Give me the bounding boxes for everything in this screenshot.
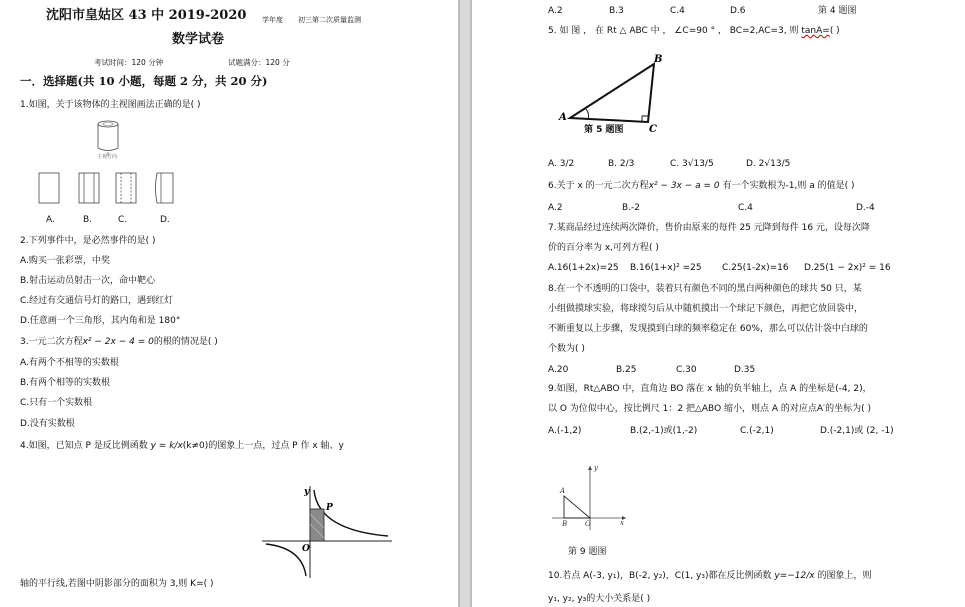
q1-option-b-label: B. bbox=[83, 215, 93, 225]
q1-option-c-figure bbox=[115, 172, 137, 204]
q1-stem: 1.如图，关于该物体的主视图画法正确的是( ) bbox=[20, 100, 201, 110]
q8-option-a: A.20 bbox=[548, 365, 569, 375]
header-year: 学年度 bbox=[262, 16, 283, 24]
q4-stem-post: 的图象上一点，过点 P 作 x 轴、y bbox=[208, 441, 344, 451]
q4-stem-pre: 4.如图，已知点 P 是反比例函数 bbox=[20, 441, 148, 451]
q9-line2: 以 O 为位似中心，按比例尺 1：2 把△ABO 缩小，则点 A 的对应点A′的坐标为( ) bbox=[548, 404, 871, 414]
q4-option-a: A.2 bbox=[548, 6, 563, 16]
q8-option-d: D.35 bbox=[734, 365, 756, 375]
q9-line1: 9.如图，Rt△ABO 中，直角边 BO 落在 x 轴的负半轴上，点 A 的坐标是(-4, 2)， bbox=[548, 384, 872, 394]
q3-stem-post: 的根的情况是( ) bbox=[153, 337, 218, 347]
section-title: 一．选择题(共 10 小题，每题 2 分，共 20 分) bbox=[20, 74, 268, 88]
exam-time: 考试时间：120 分钟 bbox=[94, 58, 164, 67]
q2-stem: 2.下列事件中，是必然事件的是( ) bbox=[20, 236, 156, 246]
q3-option-b: B.有两个相等的实数根 bbox=[20, 378, 111, 388]
right-page bbox=[472, 0, 965, 607]
q6-stem-pre: 6.关于 x 的一元二次方程 bbox=[548, 181, 649, 191]
q8-option-b: B.25 bbox=[616, 365, 637, 375]
q6-equation: x² − 3x − a = 0 bbox=[648, 181, 720, 191]
q10-stem bbox=[548, 570, 871, 582]
q5-option-b: B. 2/3 bbox=[608, 159, 635, 169]
q8-line2: 小组做摸球实验，将球搅匀后从中随机摸出一个球记下颜色，再把它放回袋中， bbox=[548, 304, 864, 314]
q7-option-b: B.16(1+x)² =25 bbox=[630, 263, 702, 273]
q2-option-d: D.任意画一个三角形，其内角和是 180° bbox=[20, 316, 181, 326]
q9-origin-label: O bbox=[585, 520, 591, 528]
q6-option-c: C.4 bbox=[738, 203, 753, 213]
q5-stem-pre: 5. 如 图 ， 在 Rt △ ABC 中 ， ∠C=90 ° ， BC=2,AC=3, 则 bbox=[548, 26, 799, 36]
q9-axis-x-label: x bbox=[620, 519, 624, 527]
q9-graph-figure bbox=[552, 462, 632, 532]
q5-stem-post: ( ) bbox=[829, 26, 840, 36]
left-page bbox=[0, 0, 458, 607]
q1-front-label: 主视方向 bbox=[97, 154, 118, 160]
q4-stem-continued: 轴的平行线,若图中阴影部分的面积为 3,则 K=( ) bbox=[20, 579, 214, 589]
q4-stem bbox=[20, 440, 344, 452]
subject-title: 数学试卷 bbox=[172, 32, 225, 47]
q5-option-a: A. 3/2 bbox=[548, 159, 575, 169]
q10-function: y=−12/x bbox=[774, 571, 815, 581]
q3-option-c: C.只有一个实数根 bbox=[20, 398, 93, 408]
q5-caption: 第 5 题图 bbox=[584, 125, 624, 135]
q7-option-c: C.25(1-2x)=16 bbox=[722, 263, 789, 273]
q8-option-c: C.30 bbox=[676, 365, 697, 375]
q3-option-a: A.有两个不相等的实数根 bbox=[20, 358, 119, 368]
q4-point-p-label: P bbox=[326, 503, 333, 513]
q1-option-d-figure bbox=[153, 172, 175, 204]
q3-stem-pre: 3.一元二次方程 bbox=[20, 337, 83, 347]
q10-stem-pre: 10.若点 A(-3, y₁)，B(-2, y₂)，C(1, y₃)都在反比例函数 bbox=[548, 571, 772, 581]
q5-option-d: D. 2√13/5 bbox=[746, 159, 791, 169]
header-title: 沈阳市皇姑区 43 中 2019-2020 bbox=[46, 8, 247, 23]
q5-tan: tanA= bbox=[801, 26, 830, 36]
q6-stem bbox=[548, 180, 855, 192]
q3-stem bbox=[20, 336, 218, 348]
q7-line1: 7.某商品经过连续两次降价，售价由原来的每件 25 元降到每件 16 元，设每次降 bbox=[548, 223, 870, 233]
q5-vertex-b: B bbox=[654, 54, 663, 65]
q5-vertex-c: C bbox=[649, 124, 657, 135]
q4-axis-y-label: y bbox=[304, 487, 310, 497]
q4-caption: 第 4 题图 bbox=[818, 6, 857, 16]
q2-option-c: C.经过有交通信号灯的路口，遇到红灯 bbox=[20, 296, 174, 306]
q4-function: y = k/x bbox=[150, 441, 183, 451]
q6-option-b: B.-2 bbox=[622, 203, 641, 213]
q9-point-a-label: A bbox=[560, 487, 566, 495]
header-exam: 初三第二次质量监测 bbox=[298, 16, 361, 24]
q5-vertex-a: A bbox=[559, 112, 567, 123]
q9-caption: 第 9 题图 bbox=[568, 547, 607, 557]
q8-line4: 个数为( ) bbox=[548, 344, 585, 354]
q4-option-d: D.6 bbox=[730, 6, 746, 16]
q3-equation: x² − 2x − 4 = 0 bbox=[82, 337, 154, 347]
page-gutter bbox=[458, 0, 472, 607]
q1-option-a-label: A. bbox=[46, 215, 55, 225]
q7-line2: 价的百分率为 x,可列方程( ) bbox=[548, 243, 659, 253]
q5-option-c: C. 3√13/5 bbox=[670, 159, 714, 169]
q2-option-a: A.购买一张彩票，中奖 bbox=[20, 256, 110, 266]
q8-line3: 不断重复以上步骤，发现摸到白球的频率稳定在 60%，那么可以估计袋中白球的 bbox=[548, 324, 868, 334]
q4-option-c: C.4 bbox=[670, 6, 685, 16]
q9-option-c: C.(-2,1) bbox=[740, 426, 774, 436]
q4-condition: (k≠0) bbox=[182, 441, 209, 451]
q1-option-a-figure bbox=[38, 172, 60, 204]
q8-line1: 8.在一个不透明的口袋中，装着只有颜色不同的黑白两种颜色的球共 50 只，某 bbox=[548, 284, 862, 294]
q6-option-a: A.2 bbox=[548, 203, 563, 213]
q3-option-d: D.没有实数根 bbox=[20, 419, 75, 429]
q4-graph-figure bbox=[262, 484, 392, 578]
q1-option-c-label: C. bbox=[118, 215, 128, 225]
q1-option-d-label: D. bbox=[160, 215, 170, 225]
q7-option-a: A.16(1+2x)=25 bbox=[548, 263, 619, 273]
q9-option-b: B.(2,-1)或(1,-2) bbox=[630, 426, 698, 436]
q1-option-b-figure bbox=[78, 172, 100, 204]
q9-option-d: D.(-2,1)或 (2, -1) bbox=[820, 426, 894, 436]
q6-option-d: D.-4 bbox=[856, 203, 875, 213]
q9-option-a: A.(-1,2) bbox=[548, 426, 582, 436]
q4-origin-label: O bbox=[302, 544, 310, 554]
q5-stem bbox=[548, 25, 840, 37]
q6-stem-post: 有一个实数根为-1,则 a 的值是( ) bbox=[722, 181, 855, 191]
full-score: 试题满分：120 分 bbox=[228, 58, 290, 67]
q9-point-b-label: B bbox=[562, 520, 568, 528]
q7-option-d: D.25(1 − 2x)² = 16 bbox=[804, 263, 891, 273]
q10-line2: y₁, y₂, y₃的大小关系是( ) bbox=[548, 594, 651, 604]
q2-option-b: B.射击运动员射击一次，命中靶心 bbox=[20, 276, 156, 286]
q9-axis-y-label: y bbox=[594, 464, 598, 472]
q4-option-b: B.3 bbox=[609, 6, 624, 16]
q10-stem-post: 的图象上，则 bbox=[817, 571, 872, 581]
